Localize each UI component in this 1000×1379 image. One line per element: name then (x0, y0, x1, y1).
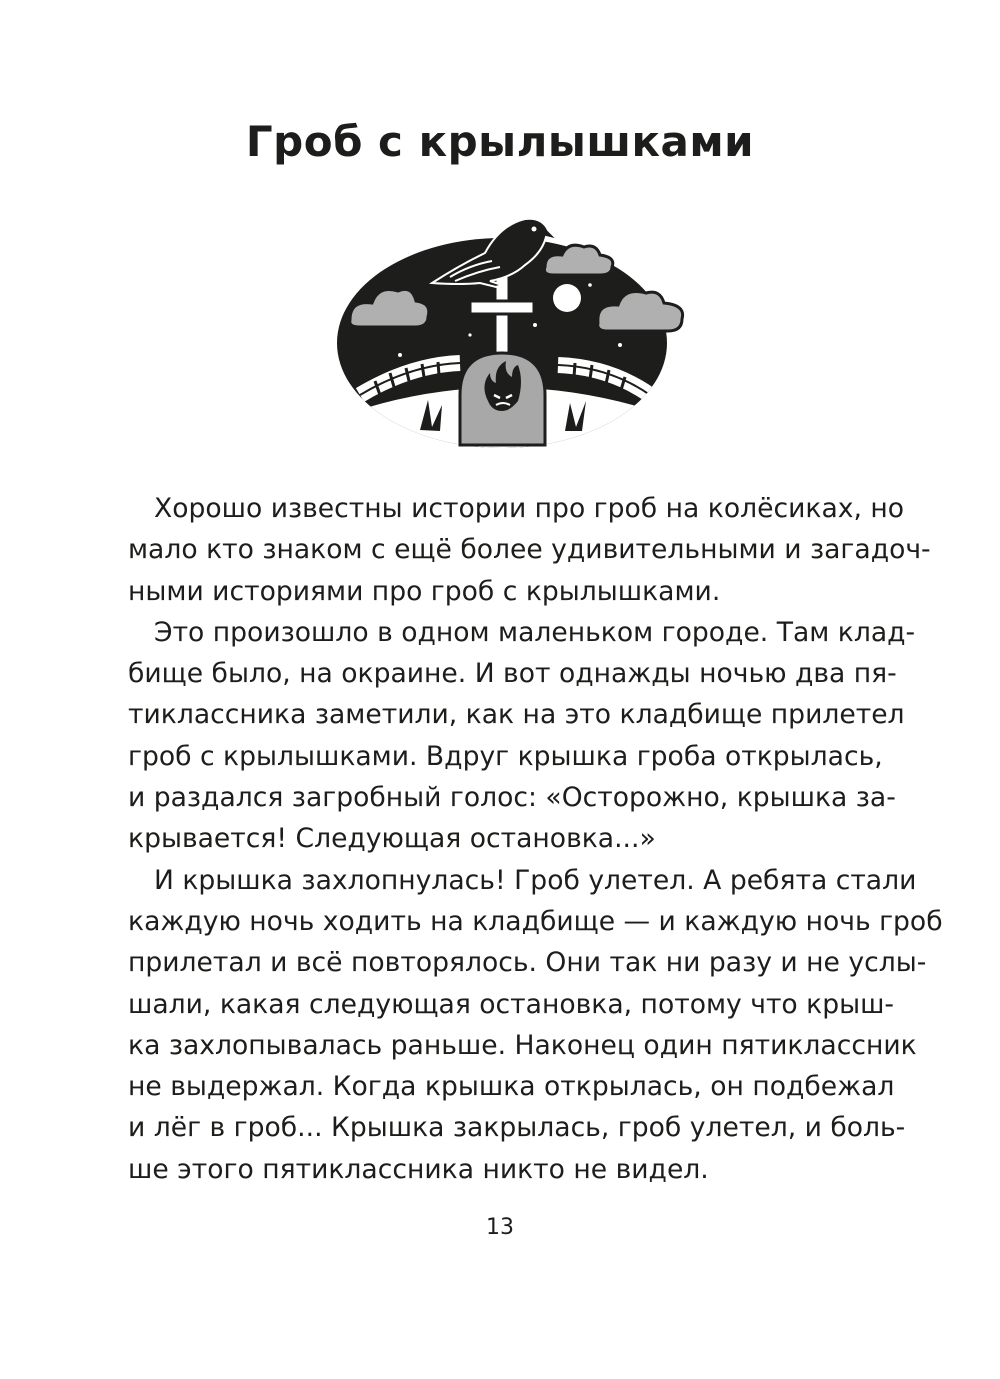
text-line: ка захлопывалась раньше. Наконец один пятиклассник (128, 1029, 917, 1061)
text-line: не выдержал. Когда крышка открылась, он подбежал (128, 1071, 895, 1103)
text-line: каждую ночь ходить на кладбище — и каждую ночь гроб (128, 905, 943, 937)
chapter-title: Гроб с крылышками (245, 117, 755, 166)
paragraph-3 (128, 860, 943, 1190)
text-line: Хорошо известны истории про гроб на колёсиках, но (154, 493, 905, 524)
text-line: тиклассника заметили, как на это кладбище прилетел (128, 699, 905, 731)
text-line: бище было, на окраине. И вот однажды ночью два пя- (128, 658, 897, 690)
paragraph-2 (128, 612, 916, 860)
story-text (128, 488, 943, 1190)
moon-icon (553, 284, 581, 312)
text-line: мало кто знаком с ещё более удивительными и загадоч- (128, 534, 931, 566)
text-line: И крышка захлопнулась! Гроб улетел. А ребята стали (154, 864, 917, 896)
text-line: прилетал и всё повторялось. Они так ни разу и не услы- (128, 947, 927, 979)
text-line: Это произошло в одном маленьком городе. Там клад- (154, 616, 916, 648)
paragraph-1 (128, 488, 931, 612)
text-line: и раздался загробный голос: «Осторожно, крышка за- (128, 782, 896, 814)
text-line: ше этого пятиклассника никто не видел. (128, 1153, 709, 1185)
text-line: гроб с крылышками. Вдруг крышка гроба открылась, (128, 740, 883, 772)
text-line: ными историями про гроб с крылышками. (128, 575, 721, 607)
text-line: и лёг в гроб... Крышка закрылась, гроб улетел, и боль- (128, 1112, 906, 1144)
text-line: шали, какая следующая остановка, потому что крыш- (128, 988, 895, 1020)
text-line: крывается! Следующая остановка...» (128, 823, 656, 855)
page-number: 13 (486, 1215, 514, 1240)
graveyard-night-illustration (320, 205, 692, 450)
